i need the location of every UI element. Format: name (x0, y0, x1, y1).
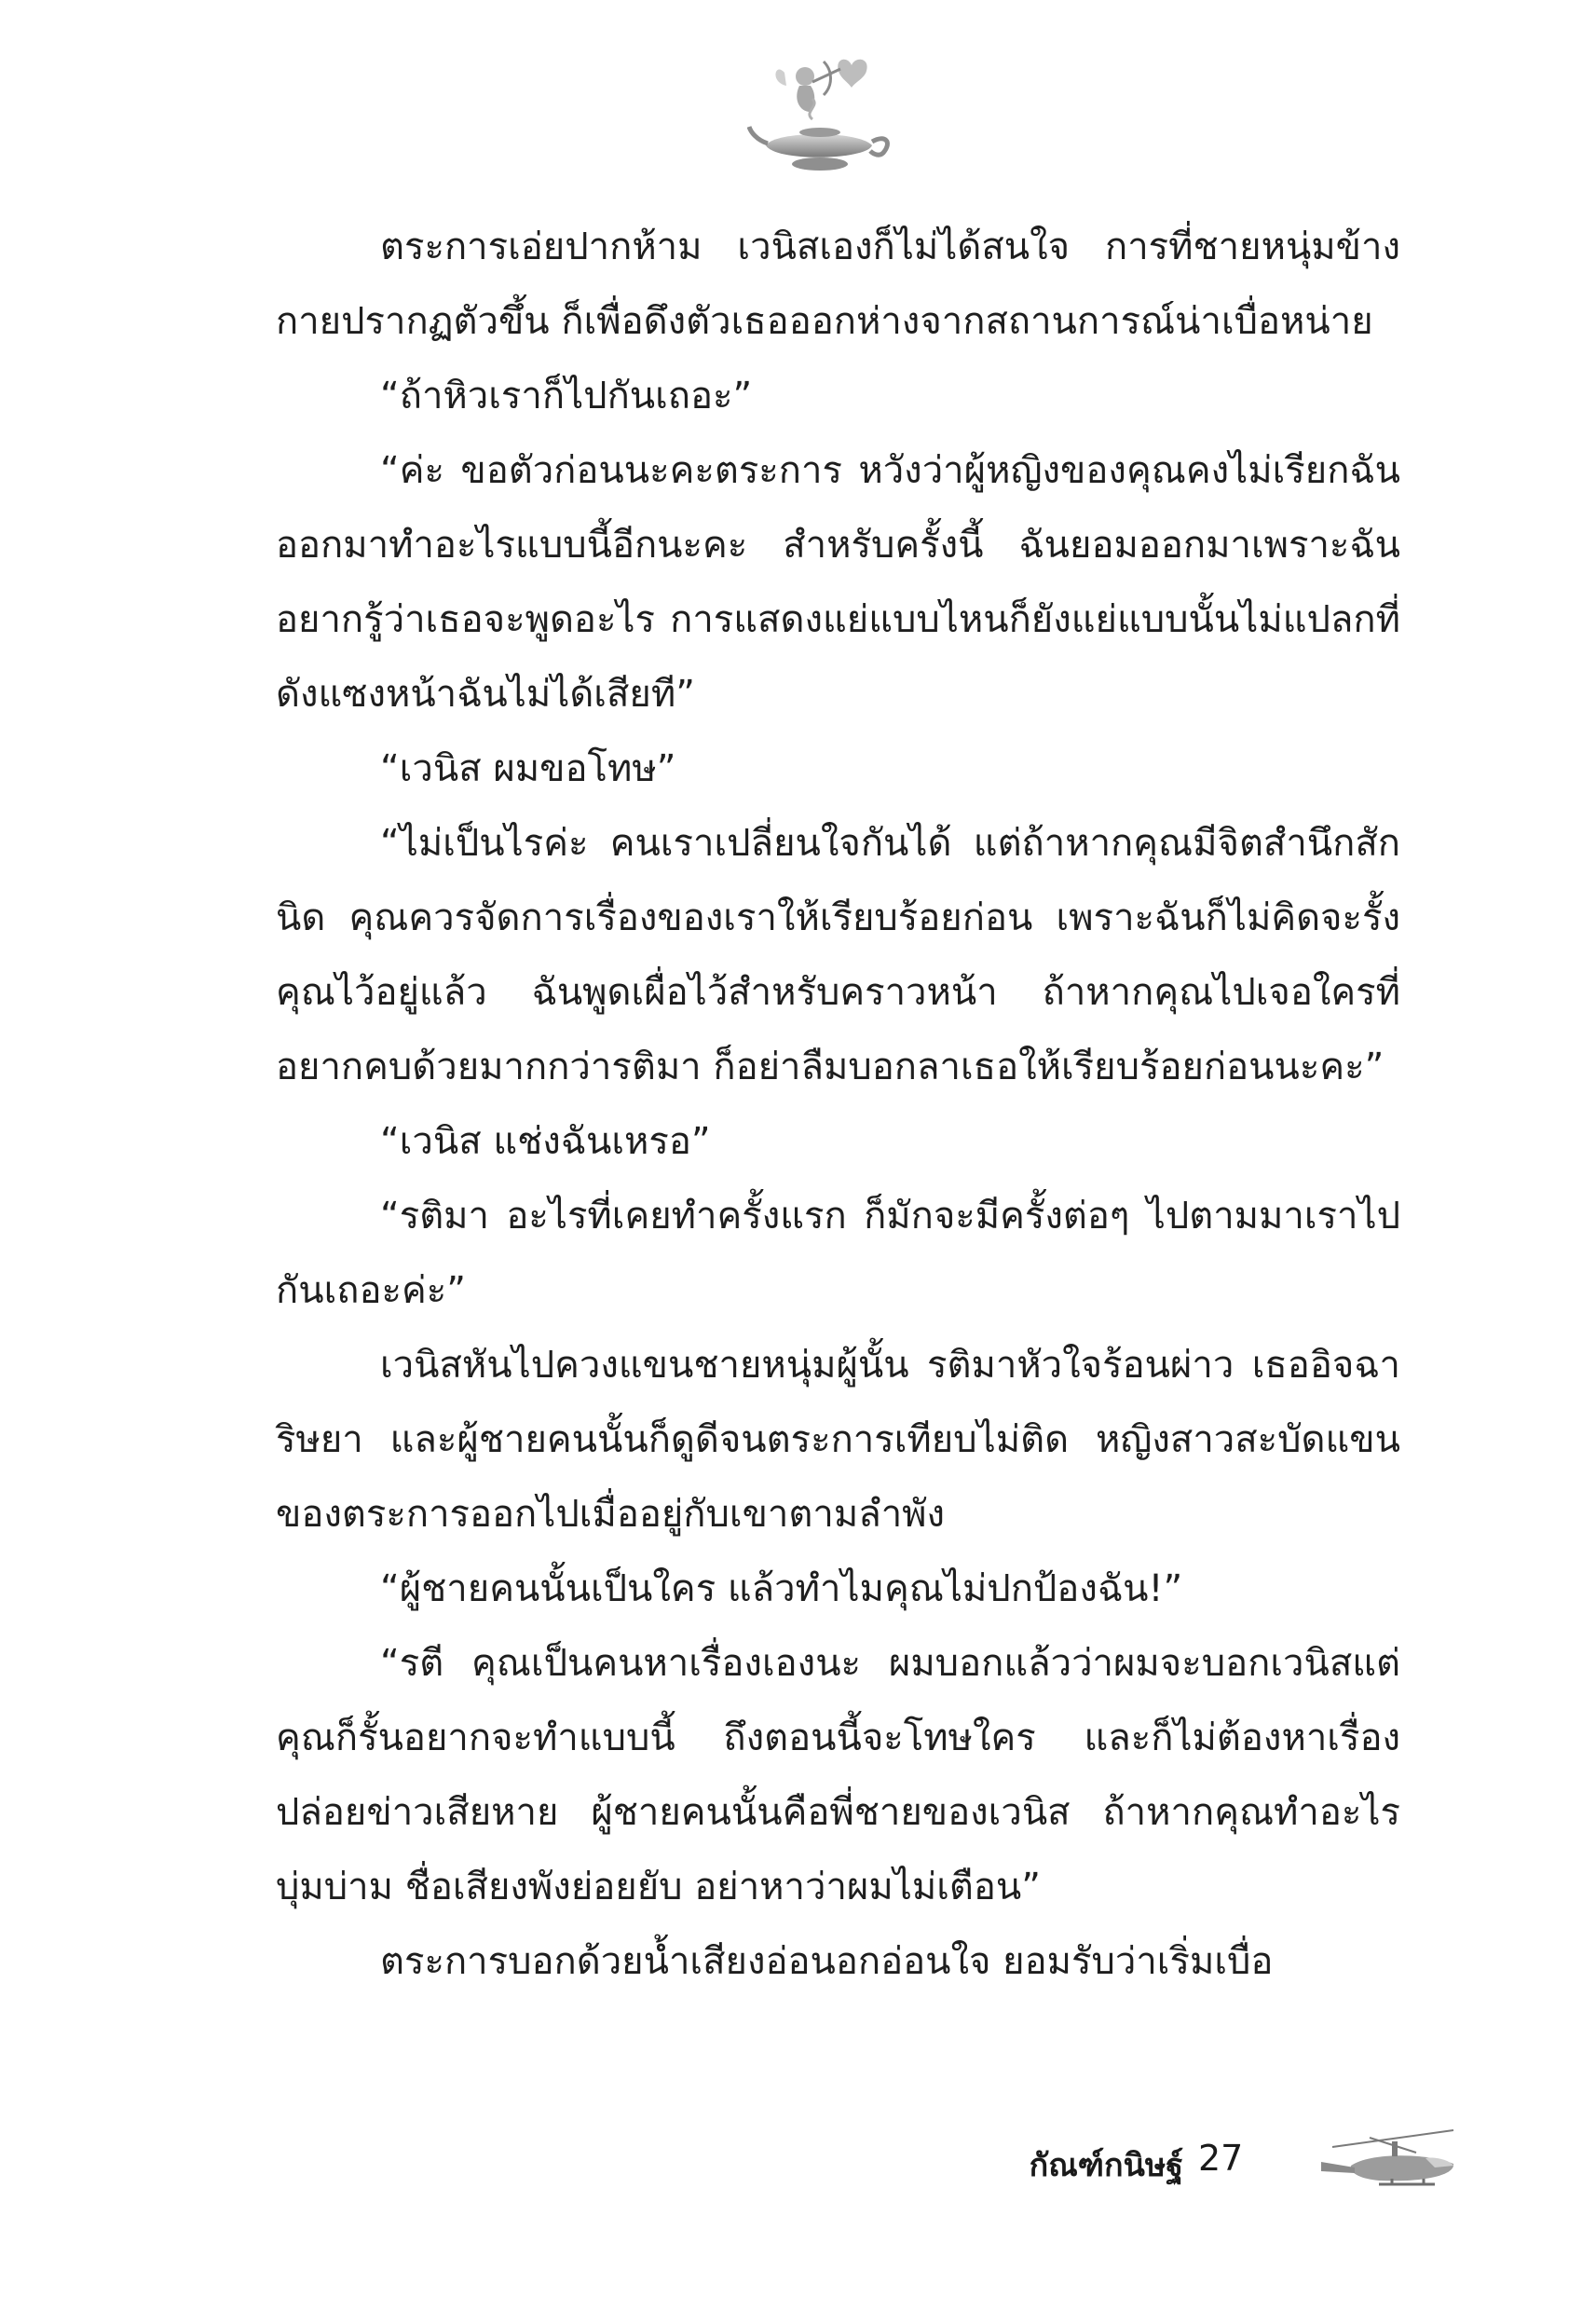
helicopter-icon (1314, 2125, 1472, 2199)
cupid-teapot-icon (747, 45, 896, 185)
book-title: กัณฑ์กนิษฐ์ (1029, 2147, 1183, 2184)
body-text (276, 210, 1400, 1999)
paragraph-dialogue: “เวนิส ผมขอโทษ” (380, 747, 676, 790)
paragraph-dialogue: “รตี คุณเป็นคนหาเรื่องเองนะ ผมบอกแล้วว่าผมจะบอกเวนิสแต่คุณก็รั้นอยากจะทำแบบนี้ ถึงตอนนี้จะโทษใคร และก็ไม่ต้องหาเรื่องปล่อยข่าวเสียหาย ผู้ชายคนนั้นคือพี่ชายของเวนิส ถ้าหากคุณทำอะไรบุ่มบ่าม ชื่อเสียงพังย่อยยับ อย่าหาว่าผมไม่เตือน” (276, 1642, 1400, 1908)
paragraph-dialogue: “ไม่เป็นไรค่ะ คนเราเปลี่ยนใจกันได้ แต่ถ้าหากคุณมีจิตสำนึกสักนิด คุณควรจัดการเรื่องของเราให้เรียบร้อยก่อน เพราะฉันก็ไม่คิดจะรั้งคุณไว้อยู่แล้ว ฉันพูดเผื่อไว้สำหรับคราวหน้า ถ้าหากคุณไปเจอใครที่อยากคบด้วยมากกว่ารติมา ก็อย่าลืมบอกลาเธอให้เรียบร้อยก่อนนะคะ” (276, 822, 1400, 1088)
paragraph-narration: เวนิสหันไปควงแขนชายหนุ่มผู้นั้น รติมาหัวใจร้อนผ่าว เธออิจฉา ริษยา และผู้ชายคนนั้นก็ดูดีจนตระการเทียบไม่ติด หญิงสาวสะบัดแขนของตระการออกไปเมื่ออยู่กับเขาตามลำพัง (276, 1344, 1400, 1536)
paragraph-narration: ตระการเอ่ยปากห้าม เวนิสเองก็ไม่ได้สนใจ การที่ชายหนุ่มข้างกายปรากฏตัวขึ้น ก็เพื่อดึงตัวเธอออกห่างจากสถานการณ์น่าเบื่อหน่าย (276, 226, 1400, 343)
paragraph-dialogue: “รติมา อะไรที่เคยทำครั้งแรก ก็มักจะมีครั้งต่อๆ ไปตามมาเราไปกันเถอะค่ะ” (276, 1195, 1400, 1312)
page-footer (978, 2125, 1425, 2199)
paragraph-dialogue: “เวนิส แช่งฉันเหรอ” (380, 1120, 711, 1163)
paragraph-narration: ตระการบอกด้วยน้ำเสียงอ่อนอกอ่อนใจ ยอมรับว่าเริ่มเบื่อ (380, 1940, 1274, 1983)
page-number: 27 (1198, 2138, 1244, 2179)
paragraph-dialogue: “ผู้ชายคนนั้นเป็นใคร แล้วทำไมคุณไม่ปกป้องฉัน!” (380, 1567, 1183, 1610)
paragraph-dialogue: “ถ้าหิวเราก็ไปกันเถอะ” (380, 375, 753, 417)
paragraph-dialogue: “ค่ะ ขอตัวก่อนนะคะตระการ หวังว่าผู้หญิงของคุณคงไม่เรียกฉันออกมาทำอะไรแบบนี้อีกนะคะ สำหรับครั้งนี้ ฉันยอมออกมาเพราะฉันอยากรู้ว่าเธอจะพูดอะไร การแสดงแย่แบบไหนก็ยังแย่แบบนั้นไม่แปลกที่ดังแซงหน้าฉันไม่ได้เสียที” (276, 449, 1400, 716)
